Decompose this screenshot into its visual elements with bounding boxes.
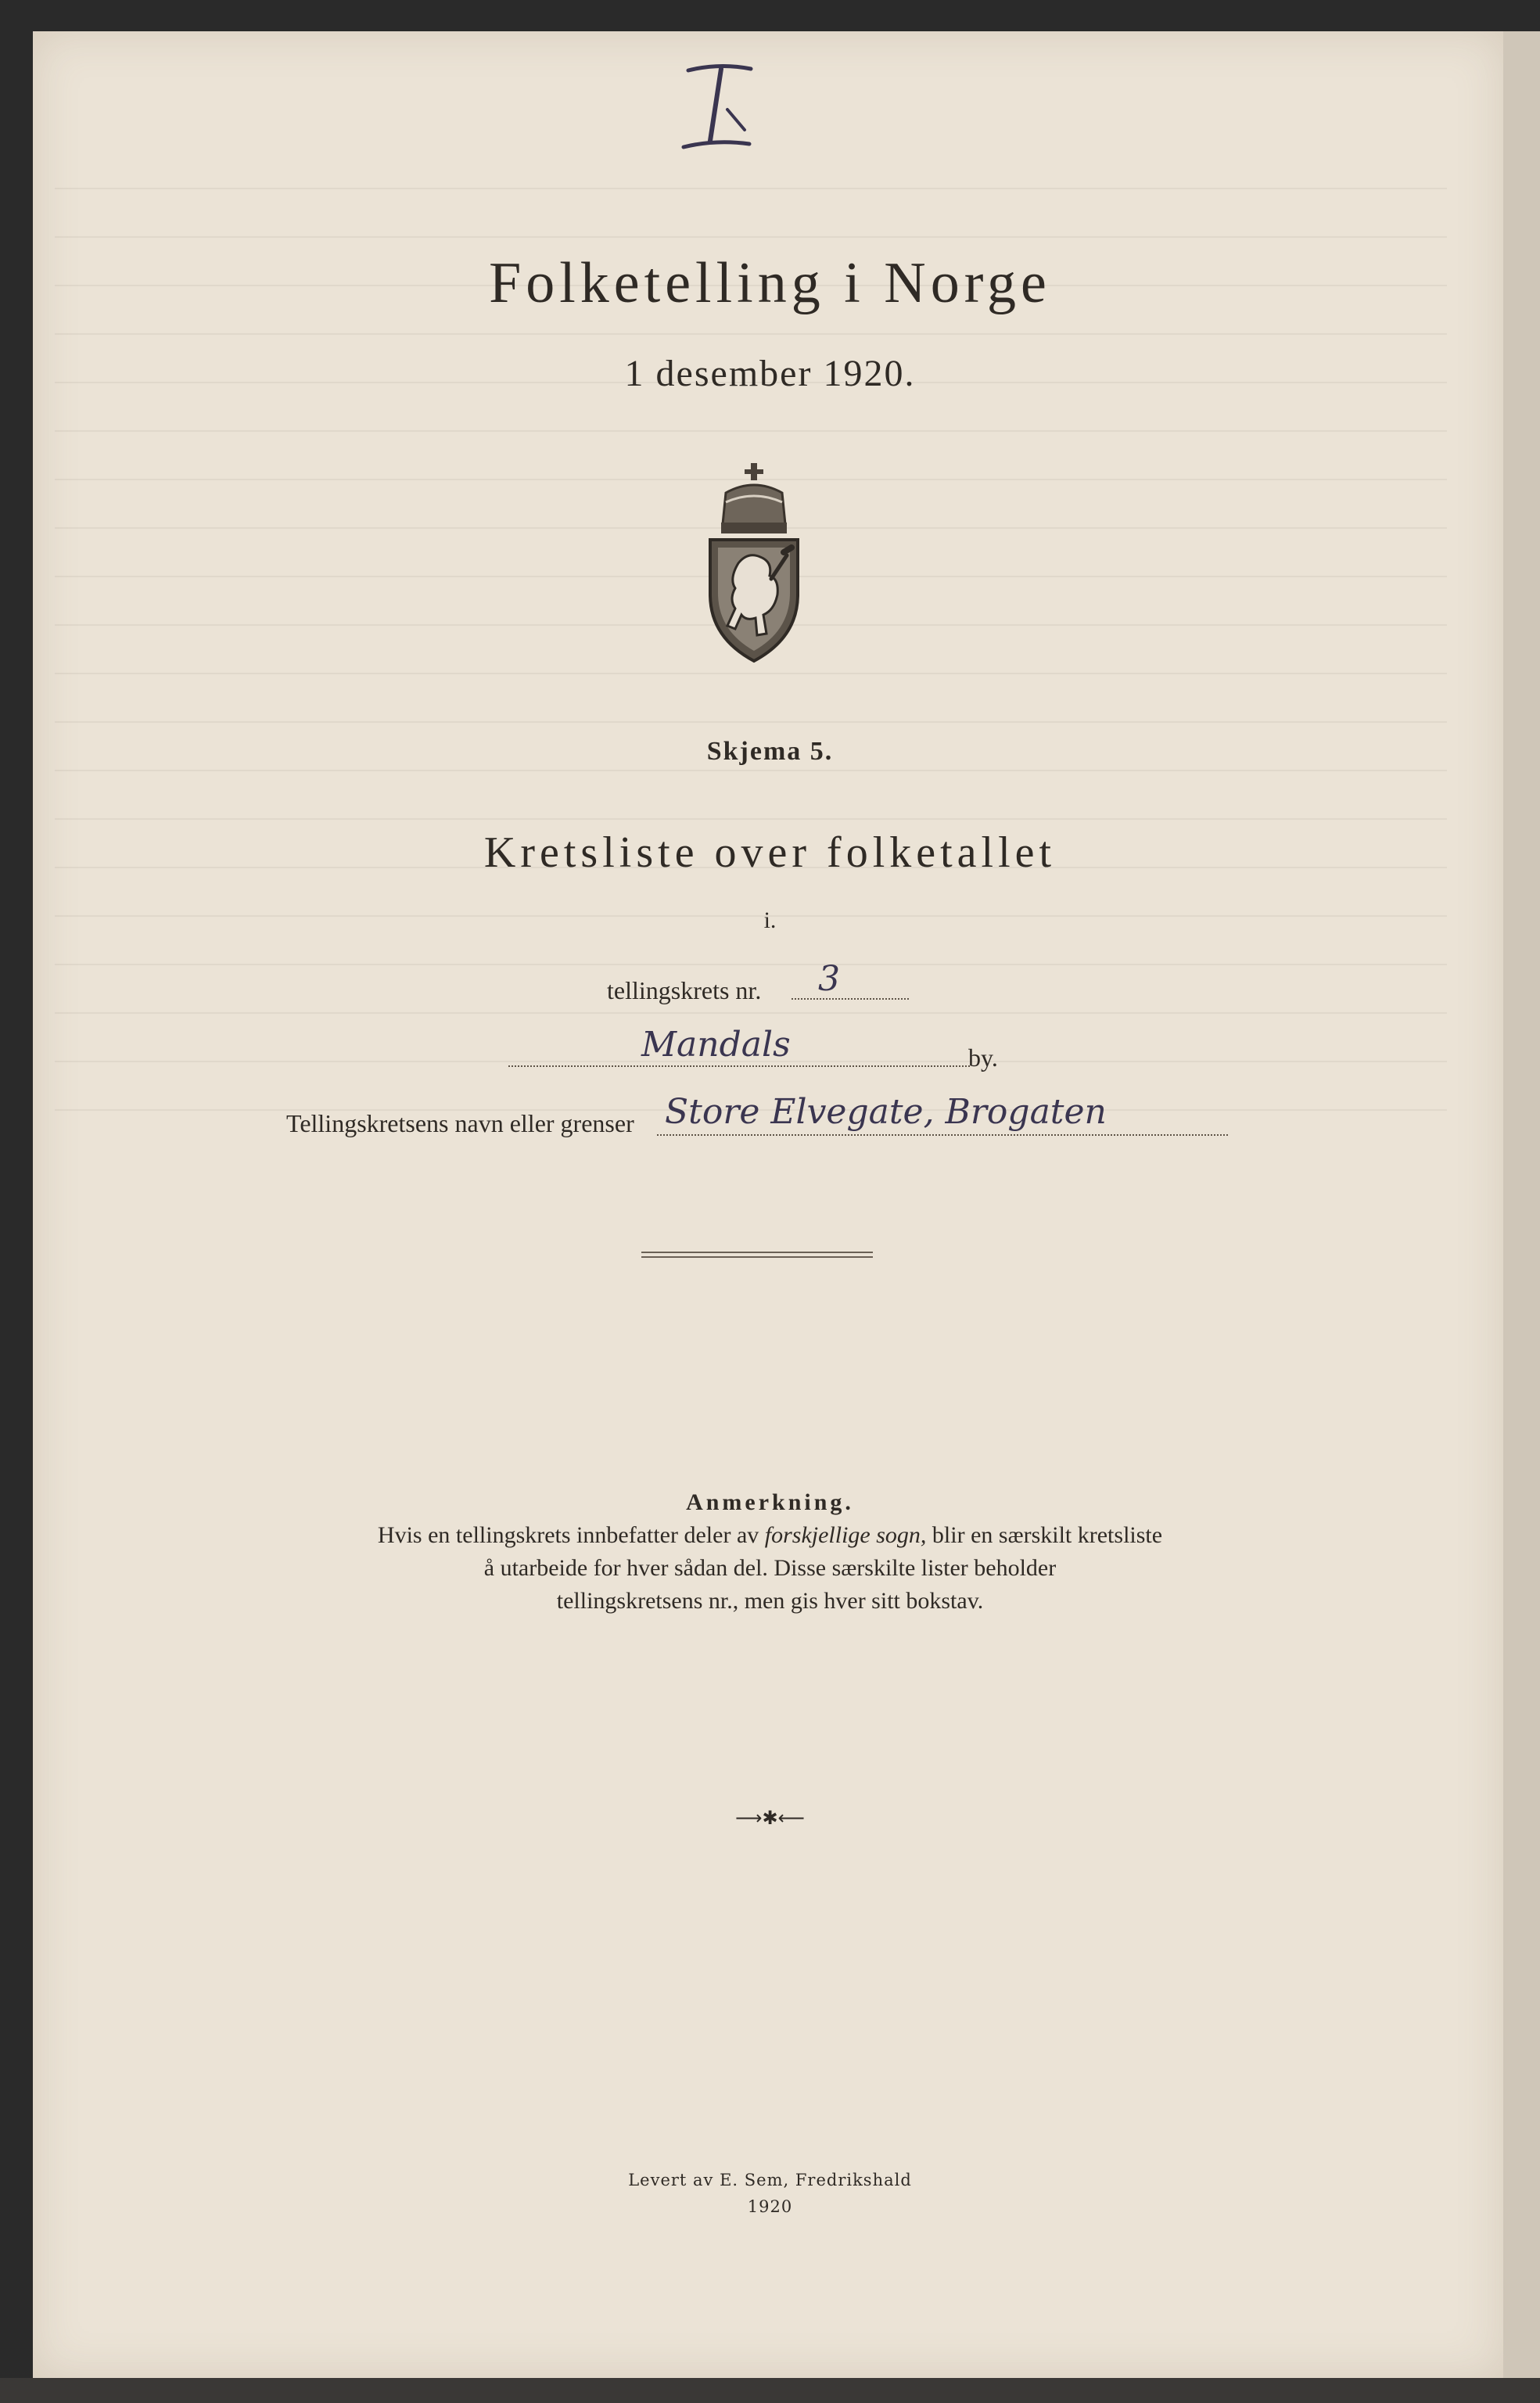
remark-line-3: tellingskretsens nr., men gis hver sitt bokstav. <box>556 1588 984 1614</box>
roman-numeral-mark <box>673 55 766 156</box>
divider-top <box>641 1252 873 1253</box>
remark-line-1: Hvis en tellingskrets innbefatter deler av forskjellige sogn, blir en særskilt kretsliste <box>377 1522 1163 1548</box>
i-label: i. <box>763 907 777 933</box>
schema-label: Skjema 5. <box>706 737 834 766</box>
remark-text <box>0 1519 1540 1618</box>
town-suffix: by. <box>968 1043 998 1072</box>
town-name: Mandals <box>641 1025 791 1065</box>
district-label: tellingskrets nr. <box>607 976 762 1004</box>
remark-line-2: å utarbeide for hver sådan del. Disse særskilte lister beholder <box>483 1555 1057 1581</box>
ornament: ⟶✱⟵ <box>735 1807 805 1829</box>
scan-border <box>0 2378 1540 2403</box>
page-title: Folketelling i Norge <box>489 251 1051 315</box>
census-date: 1 desember 1920. <box>624 353 916 394</box>
printer-line: Levert av E. Sem, Fredrikshald <box>628 2171 912 2189</box>
boundary-label: Tellingskretsens navn eller grenser <box>286 1109 634 1137</box>
town-line <box>508 1065 970 1067</box>
printer-year: 1920 <box>747 2197 793 2216</box>
district-number: 3 <box>818 959 840 999</box>
printer-imprint <box>0 2167 1540 2220</box>
coat-of-arms-icon <box>699 462 809 665</box>
district-line <box>792 998 909 1000</box>
form-subtitle: Kretsliste over folketallet <box>483 828 1057 877</box>
boundary-line <box>657 1134 1228 1136</box>
divider-bottom <box>641 1256 873 1258</box>
boundary-value: Store Elvegate, Brogaten <box>665 1092 1107 1132</box>
remark-heading: Anmerkning. <box>686 1489 854 1515</box>
